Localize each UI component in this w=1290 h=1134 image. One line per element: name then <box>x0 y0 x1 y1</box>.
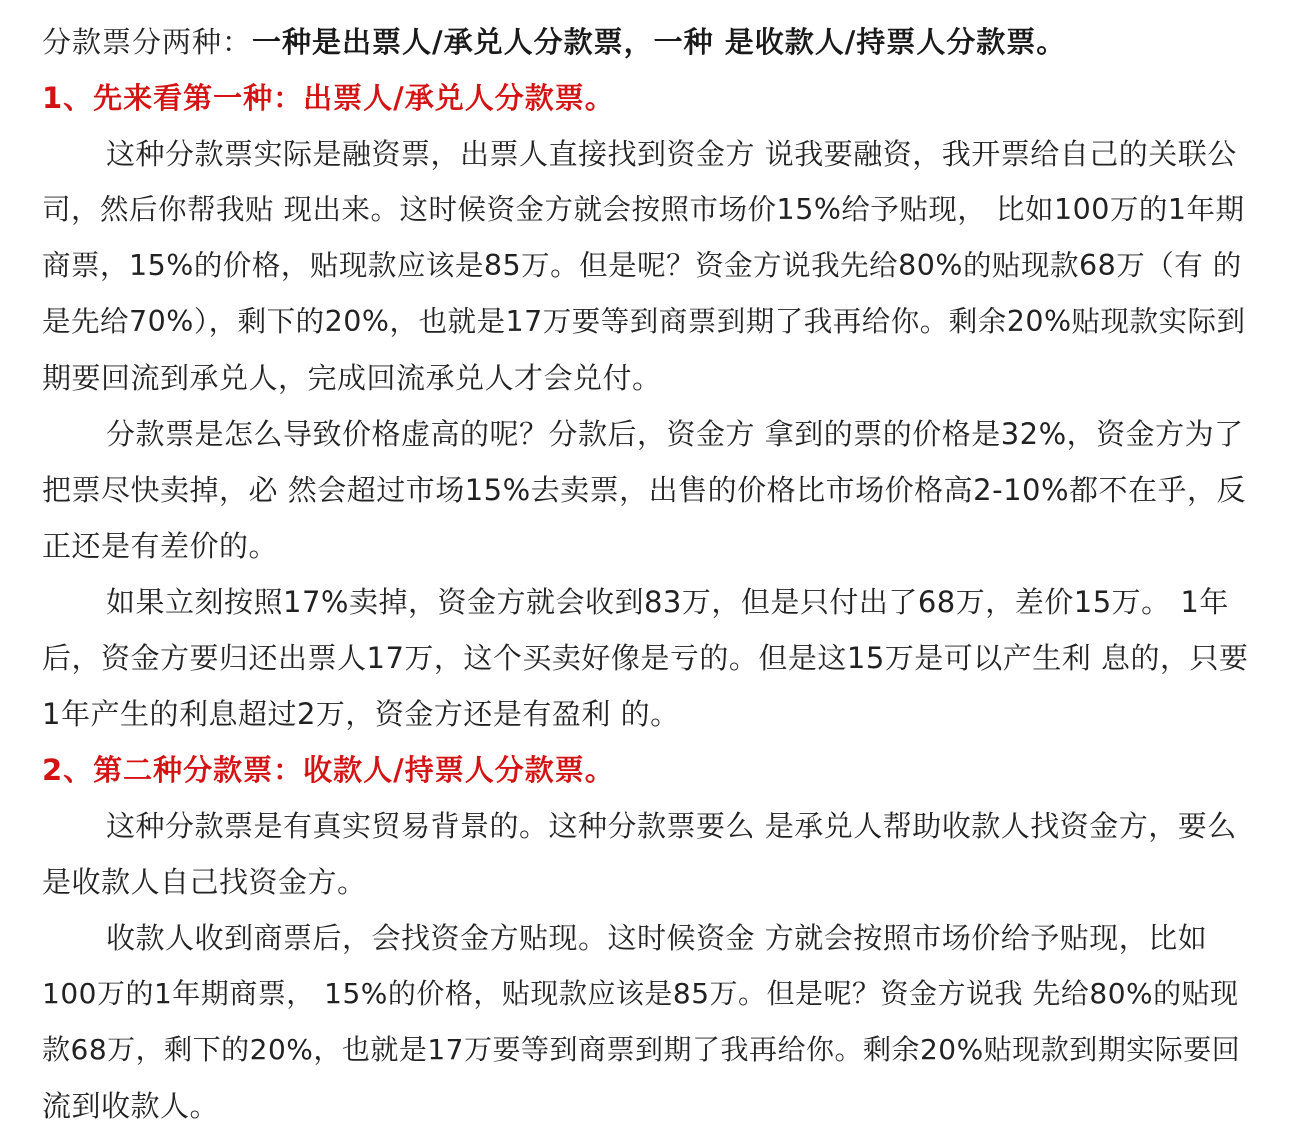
paragraph-line: 正还是有差价的。 <box>42 529 279 563</box>
paragraph-line: 1年产生的利息超过2万，资金方还是有盈利 的。 <box>42 697 680 731</box>
section-2-heading: 2、第二种分款票：收款人/持票人分款票。 <box>42 753 615 787</box>
paragraph-line: 款68万，剩下的20%，也就是17万要等到商票到期了我再给你。剩余20%贴现款到期实际要回 <box>42 1033 1241 1066</box>
paragraph-line: 后，资金方要归还出票人17万，这个买卖好像是亏的。但是这15万是可以产生利 息的，只要 <box>42 641 1249 675</box>
paragraph-line: 这种分款票实际是融资票，出票人直接找到资金方 说我要融资，我开票给自己的关联公 <box>106 137 1237 171</box>
section-2-paragraph-1 <box>42 798 1254 910</box>
paragraph-line: 流到收款人。 <box>42 1089 220 1123</box>
paragraph-line: 如果立刻按照17%卖掉，资金方就会收到83万，但是只付出了68万，差价15万。 1年 <box>106 585 1229 619</box>
section-1-paragraph-1 <box>42 126 1254 406</box>
section-1-heading: 1、先来看第一种：出票人/承兑人分款票。 <box>42 81 615 115</box>
intro-prefix: 分款票分两种： <box>42 25 253 59</box>
intro-line <box>42 14 1254 70</box>
paragraph-line: 期要回流到承兑人，完成回流承兑人才会兑付。 <box>42 361 662 395</box>
paragraph-line: 把票尽快卖掉，必 然会超过市场15%去卖票，出售的价格比市场价格高2-10%都不在乎，反 <box>42 473 1247 507</box>
paragraph-line: 收款人收到商票后，会找资金方贴现。这时候资金 方就会按照市场价给予贴现，比如 <box>106 921 1208 955</box>
section-2-paragraph-2 <box>42 910 1254 1134</box>
paragraph-line: 是先给70%），剩下的20%，也就是17万要等到商票到期了我再给你。剩余20%贴现款实际到 <box>42 305 1246 338</box>
paragraph-line: 商票，15%的价格，贴现款应该是85万。但是呢？资金方说我先给80%的贴现款68万（有 的 <box>42 249 1242 282</box>
paragraph-line: 这种分款票是有真实贸易背景的。这种分款票要么 是承兑人帮助收款人找资金方，要么 <box>106 809 1237 843</box>
section-1-paragraph-2 <box>42 406 1254 574</box>
paragraph-line: 司，然后你帮我贴 现出来。这时候资金方就会按照市场价15%给予贴现， 比如100万的1年期 <box>42 193 1245 226</box>
paragraph-line: 分款票是怎么导致价格虚高的呢？分款后，资金方 拿到的票的价格是32%，资金方为了 <box>106 417 1244 451</box>
intro-emphasis: 一种是出票人/承兑人分款票，一种 是收款人/持票人分款票。 <box>252 25 1067 59</box>
section-1-paragraph-3 <box>42 574 1254 742</box>
article-body <box>42 14 1254 1134</box>
paragraph-line: 是收款人自己找资金方。 <box>42 865 367 899</box>
paragraph-line: 100万的1年期商票， 15%的价格，贴现款应该是85万。但是呢？资金方说我 先给80%的贴现 <box>42 977 1239 1010</box>
